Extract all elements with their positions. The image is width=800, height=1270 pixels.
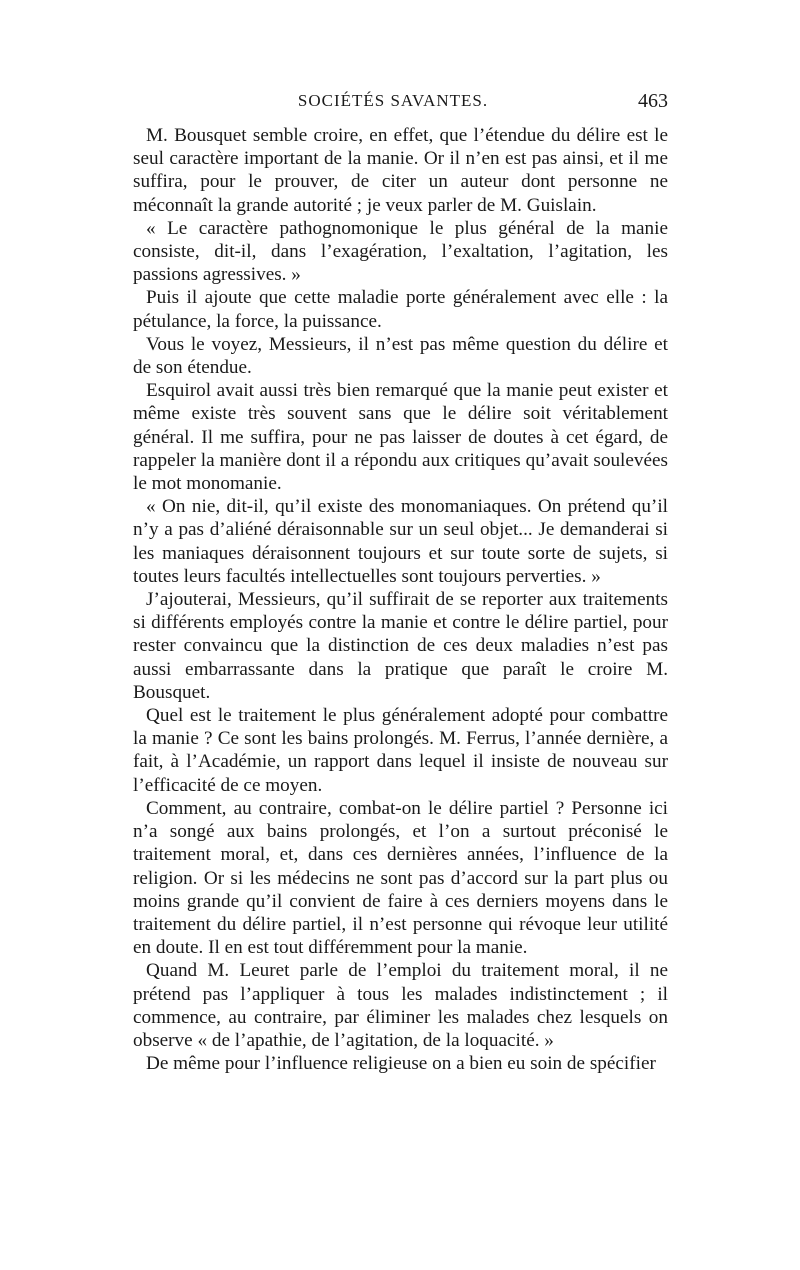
paragraph: Comment, au contraire, combat-on le délire partiel ? Personne ici n’a songé aux bains prolongés, et l’on a surtout préconisé le traitement moral, et, dans ces dernières années, l’influence de la religion. Or si les médecins ne sont pas d’accord sur la part plus ou moins grande qu’il convient de faire à ces derniers moyens dans le traitement du délire partiel, il n’est personne qui révoque leur utilité en doute. Il en est tout différemment pour la manie.	[133, 797, 668, 959]
running-head: SOCIÉTÉS SAVANTES.	[297, 91, 489, 110]
body-text	[133, 124, 668, 1075]
paragraph: De même pour l’influence religieuse on a bien eu soin de spécifier	[146, 1053, 656, 1075]
paragraph: J’ajouterai, Messieurs, qu’il suffirait de se reporter aux traitements si différents employés contre la manie et contre le délire partiel, pour rester convaincu que la distinction de ces deux maladies n’est pas aussi embarrassante dans la pratique que paraît le croire M. Bousquet.	[133, 589, 668, 703]
page-number: 463	[638, 90, 668, 112]
paragraph: Quand M. Leuret parle de l’emploi du traitement moral, il ne prétend pas l’appliquer à tous les malades indistinctement ; il commence, au contraire, par éliminer les malades chez lesquels on observe « de l’apathie, de l’agitation, de la loquacité. »	[133, 960, 668, 1051]
paragraph: Puis il ajoute que cette maladie porte généralement avec elle : la pétulance, la force, la puissance.	[133, 287, 668, 332]
paragraph: « On nie, dit-il, qu’il existe des monomaniaques. On prétend qu’il n’y a pas d’aliéné déraisonnable sur un seul objet... Je demanderai si les maniaques déraisonnent toujours et sur toute sorte de sujets, si toutes leurs facultés intellectuelles sont toujours perverties. »	[133, 496, 668, 587]
paragraph: « Le caractère pathognomonique le plus général de la manie consiste, dit-il, dans l’exagération, l’exaltation, l’agitation, les passions agressives. »	[133, 217, 668, 286]
page-header	[118, 91, 668, 117]
paragraph: Quel est le traitement le plus généralement adopté pour combattre la manie ? Ce sont les bains prolongés. M. Ferrus, l’année dernière, a fait, à l’Académie, un rapport dans lequel il insiste de nouveau sur l’efficacité de ce moyen.	[133, 705, 668, 796]
paragraph: Esquirol avait aussi très bien remarqué que la manie peut exister et même existe très souvent sans que le délire soit véritablement général. Il me suffira, pour ne pas laisser de doutes à cet égard, de rappeler la manière dont il a répondu aux critiques qu’avait soulevées le mot monomanie.	[133, 380, 668, 495]
paragraph: M. Bousquet semble croire, en effet, que l’étendue du délire est le seul caractère important de la manie. Or il n’en est pas ainsi, et il me suffira, pour le prouver, de citer un auteur dont personne ne méconnaît la grande autorité ; je veux parler de M. Guislain.	[133, 125, 668, 216]
paragraph: Vous le voyez, Messieurs, il n’est pas même question du délire et de son étendue.	[133, 333, 668, 379]
